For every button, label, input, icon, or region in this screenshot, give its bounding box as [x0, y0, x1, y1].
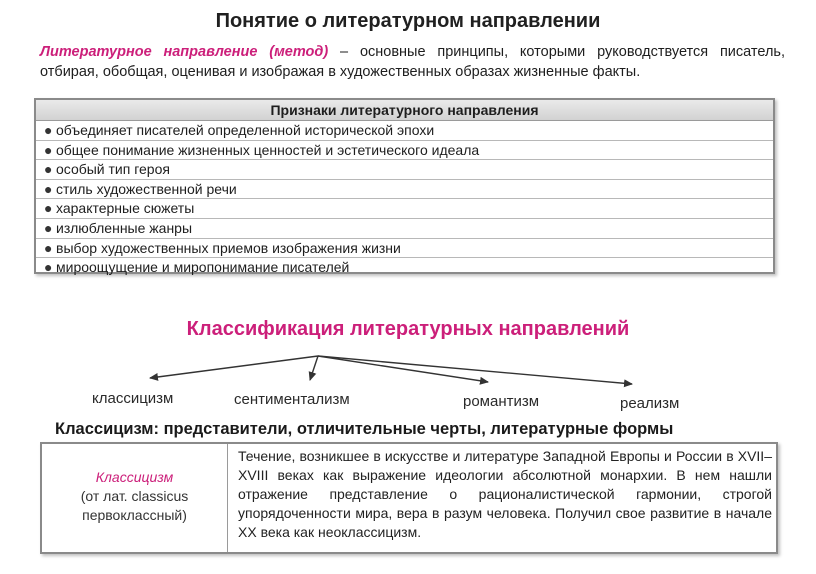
- list-item-text: общее понимание жизненных ценностей и эстетического идеала: [56, 141, 480, 158]
- arrow-sentimentalism: [310, 356, 318, 380]
- branch-sentimentalism: сентиментализм: [234, 391, 350, 408]
- signs-table-header: Признаки литературного направления: [36, 100, 773, 121]
- list-item-text: объединяет писателей определенной исторической эпохи: [56, 122, 435, 138]
- classicism-term-cell: [42, 444, 228, 552]
- list-item-text: характерные сюжеты: [56, 200, 195, 217]
- bullet-icon: ●: [44, 200, 53, 217]
- bullet-icon: ●: [44, 180, 53, 197]
- arrow-classicism: [150, 356, 318, 378]
- classicism-term: Классицизм: [95, 469, 174, 485]
- bullet-icon: ●: [44, 141, 53, 158]
- classification-title: Классификация литературных направлений: [186, 318, 630, 340]
- list-item-text: мироощущение и миропонимание писателей: [56, 259, 350, 276]
- branch-realism: реализм: [620, 395, 680, 412]
- bullet-icon: ●: [44, 122, 53, 138]
- branch-classicism: классицизм: [92, 390, 174, 407]
- definition-term: Литературное направление (метод): [40, 44, 329, 60]
- list-item-text: излюбленные жанры: [56, 219, 193, 236]
- bullet-icon: ●: [44, 259, 53, 276]
- classicism-origin-line2: первоклассный): [82, 507, 187, 523]
- list-item-text: стиль художественной речи: [56, 180, 237, 197]
- list-item-text: выбор художественных приемов изображения жизни: [56, 239, 401, 256]
- bullet-icon: ●: [44, 239, 53, 256]
- bullet-icon: ●: [44, 161, 53, 178]
- branch-romanticism: романтизм: [463, 393, 540, 410]
- classicism-origin-line1: (от лат. classicus: [80, 488, 189, 504]
- bullet-icon: ●: [44, 219, 53, 236]
- definition-text: – основные принципы, которыми руководствуется писатель, отбирая, обобщая, оценивая и изображая в художественных образах жизненные факты.: [40, 44, 785, 80]
- page-title: Понятие о литературном направлении: [215, 10, 601, 32]
- list-item-text: особый тип героя: [56, 161, 170, 178]
- classicism-table: [40, 442, 778, 554]
- classicism-heading: Классицизм: представители, отличительные черты, литературные формы: [55, 420, 674, 438]
- classicism-description: Течение, возникшее в искусстве и литературе Западной Европы и России в XVII–XVIII веках как выражение идеологии абсолютной монархии. В нем нашли отражение представление о рационалистической гармонии, строгой упорядоченности мира, вера в разум человека. Получил свое развитие в начале XX века как неоклассицизм.: [238, 448, 772, 540]
